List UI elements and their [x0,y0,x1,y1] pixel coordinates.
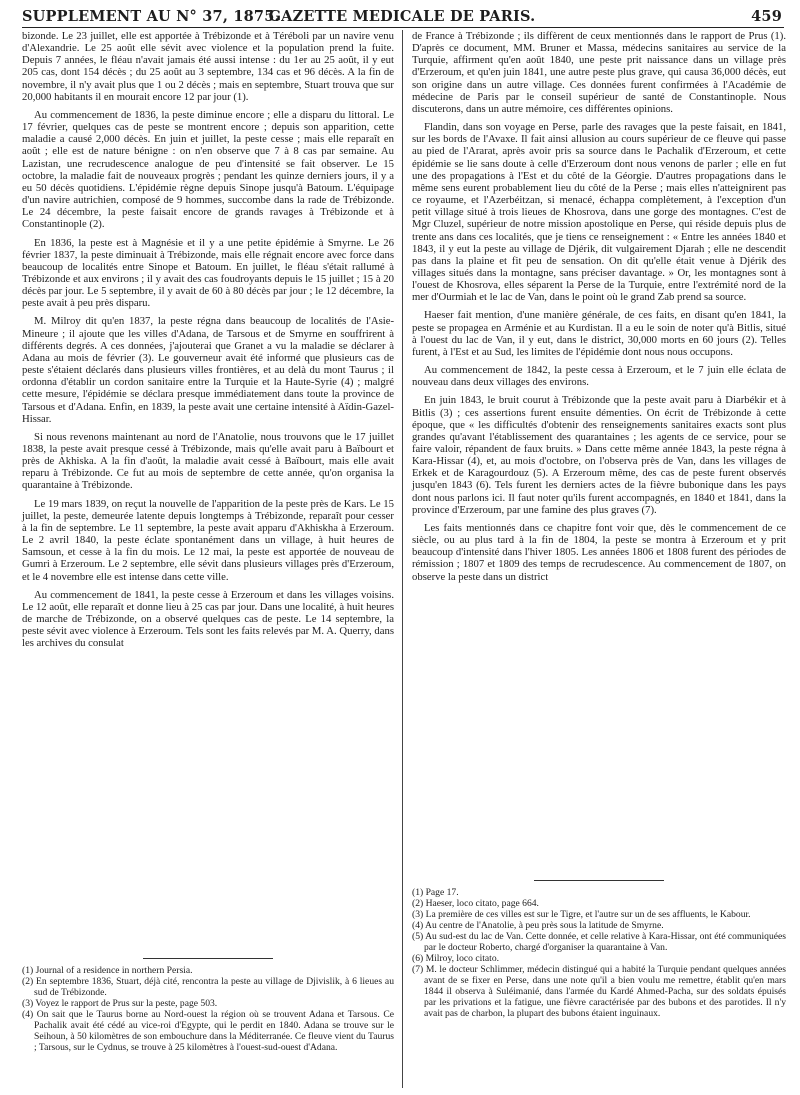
paragraph: Au commencement de 1836, la peste diminue encore ; elle a disparu du littoral. Le 17 février, quelques cas de peste se montrent encore ; depuis son apparition, cette maladie a causé 2,000 décès. En juin et juillet, la peste cesse ; mais elle reparaît en août ; elle est de nature bénigne : on n'en observe que 7 à 8 cas par semaine. Au Lazistan, une recrudescence analogue de peu d'intensité se fait observer. Le 15 octobre, la maladie fait de nouveaux progrès ; pendant les quinze derniers jours, il y a eu 50 décès quotidiens. L'épidémie règne depuis Sinope jusqu'à Batoum. L'équipage d'un navire autrichien, composé de 9 hommes, succombe dans la rade de Trébizonde. Le 24 décembre, la peste faisait encore de grands ravages à Trébizonde et à Constantinople (2). [22,108,394,231]
footnote: (1) Journal of a residence in northern Persia. [22,965,193,976]
paragraph: M. Milroy dit qu'en 1837, la peste régna dans beaucoup de localités de l'Asie-Mineure ; il ajoute que les villes d'Adana, de Tarsous et de Smyrne en souffrirent à différents degrés. A ces données, j'ajouterai que Granet a vu la maladie se déclarer à Adana au mois de février (3). Le gouverneur avait été informé que plusieurs cas de peste s'étaient déclarés dans plusieurs villes frontières, et au delà du mont Taurus ; il ordonna d'établir un cordon sanitaire entre la Turquie et la Haute-Syrie (4) ; malgré cette mesure, l'épidémie se déclara presque immédiatement dans toute la province de Tarsous et d'Adana. Enfin, en 1839, la peste avait une certaine intensité à Aïdin-Gazel-Hissar. [22,315,394,425]
footnote: (3) Voyez le rapport de Prus sur la peste, page 503. [22,998,218,1009]
paragraph: Flandin, dans son voyage en Perse, parle des ravages que la peste faisait, en 1841, sur les bords de l'Avaxe. Il fait ainsi allusion au cours supérieur de ce fleuve qui passe au pied de l'Ararat, après avoir pris sa source dans le Pachalik d'Erzeroum, et cette épidémie se lie sans doute à celle d'Erzeroum dont nous venons de parler ; elle en fut une des propagations à l'Est et du côté de la Géorgie. D'autres propagations dans le même sens eurent probablement lieu du côté de la Perse ; mais elles n'atteignirent pas ce royaume, et l'Azerbéitzan, si menacé, échappa complètement, à l'exception d'un petit village situé à trois lieues de Khosrova, dans une gorge des montagnes. C'est de Mgr Cluzel, supérieur de notre mission apostolique en Perse, qui réside depuis plus de trente ans dans ces localités, que je tiens ce renseignement : « Entre les années 1840 et 1843, il y eut la peste au village de Djérik, dit vulgairement Djarah ; elle ne descendit pas dans la plaine et fit peu de sensation. On dit qu'elle était venue à Djérik des villages situés dans la montagne, sans préciser davantage. » Or, les montagnes sont à l'ouest de Khosrova, elles séparent la Perse de la Turquie, entre l'extrémité nord de la mer d'Ourmiah et le lac de Van, dans le point où le grand Zab prend sa source. [412,121,786,304]
paragraph: En 1836, la peste est à Magnésie et il y a une petite épidémie à Smyrne. Le 26 février 1837, la peste diminuait à Trébizonde, mais elle régnait encore avec force dans beaucoup de localités entre Sinope et Batoum. En juillet, le fléau s'était rallumé à Trébizonde et aux environs ; il y avait des cas foudroyants depuis le 15 juillet ; 15 à 20 décès par jour. Le 5 septembre, il y avait de 60 à 80 décès par jour ; le 12 décembre, la peste avait à peu près disparu. [22,236,394,310]
footnote: (4) On sait que le Taurus borne au Nord-ouest la région où se trouvent Adana et Tarsous. Ce Pachalik avait été cédé au vice-roi d'Egypte, qui le perdit en 1840. Adana se trouve sur le Seihoun, à 50 kilomètres de son embouchure dans la Méditerranée. Ce fleuve vient du Taurus ; Tarsous, sur le Cydnus, se trouve à 25 kilomètres à l'ouest-sud-ouest d'Adana. [22,1009,394,1053]
footnote: (4) Au centre de l'Anatolie, à peu près sous la latitude de Smyrne. [412,920,664,931]
footnote: (5) Au sud-est du lac de Van. Cette donnée, et celle relative à Kara-Hissar, ont été communiquées par le docteur Roberto, chargé d'organiser la quarantaine à Van. [412,931,786,953]
paragraph: En juin 1843, le bruit courut à Trébizonde que la peste avait paru à Diarbékir et à Bitlis (3) ; ces assertions furent ensuite démenties. On écrit de Trébizonde à cette époque, que « les difficultés d'obtenir des renseignements sanitaires exacts sont plus grandes qu'avant l'établissement des quarantaines ; les agents de ce service, pour se faire valoir, répandent de faux bruits. » Dans cette même année 1843, la peste régna à Kara-Hissar (4), et, au mois d'octobre, on l'observa près de Van, dans les villages de Erkek et de Karagourdouz (5). A Erzeroum même, des cas de peste furent observés jusqu'en 1843 (6). Tels furent les derniers actes de la fièvre bubonique dans les pays dont nous parlons ici. Il faut noter qu'ils furent accompagnés, en 1840 et 1841, dans la province d'Erzeroum, par une famine des plus graves (7). [412,394,786,516]
right-footnotes [412,880,786,1019]
paragraph: Le 19 mars 1839, on reçut la nouvelle de l'apparition de la peste près de Kars. Le 15 juillet, la peste, demeurée latente depuis longtemps à Trébizonde, reparaît pour cesser à la fin de septembre. Le 11 septembre, la peste avait apparu d'Akhiskha à Erzeroum. Le 2 avril 1840, la peste éclate spontanément dans un village, à huit heures de Samsoun, et cesse à la fin du mois. Le 12 mai, la peste est apportée de nouveau de Gumri à Erzeroum. Le 2 septembre, elle sévit dans plusieurs villages près d'Erzeroum, et le 4 novembre elle est intense dans cette ville. [22,497,394,583]
paragraph: de France à Trébizonde ; ils diffèrent de ceux mentionnés dans le rapport de Prus (1). D'après ce document, MM. Bruner et Massa, médecins sanitaires au service de la Turquie, affirment qu'en août 1840, une peste prit naissance dans un village près d'Erzeroum, et qu'en juin 1841, une autre peste plus grave, qui causa 36,000 décès, eut son origine dans un autre village. Ces données furent confirmées à l'Académie de médecine de Paris par le conseil supérieur de santé de Constantinople. Nous discuterons, dans un autre mémoire, ces différentes opinions. [412,30,786,115]
footnote: (2) Haeser, loco citato, page 664. [412,898,539,909]
footnote: (1) Page 17. [412,887,459,898]
page-number: 459 [751,8,782,25]
supplement-label: SUPPLEMENT AU N° 37, 1875. [22,8,280,25]
paragraph: Les faits mentionnés dans ce chapitre font voir que, dès le commencement de ce siècle, ou au plus tard à la fin de 1804, la peste se montra à Erzeroum et y prit beaucoup d'intensité dans l'hiver 1805. Les années 1806 et 1808 furent des périodes de rémission ; 1807 et 1809 des temps de recrudescence. Au commencement de 1807, on observe la peste dans un district [412,521,786,583]
paragraph: Si nous revenons maintenant au nord de l'Anatolie, nous trouvons que le 17 juillet 1838, la peste avait presque cessé à Trébizonde, mais qu'elle avait paru à Baïbourt et près de Akhiska. A la fin d'août, la maladie avait cessé à Baïbourt, mais elle avait reparu à Trébizonde. Ce fut au mois de septembre de cette année, qu'on organisa la quarantaine à Trébizonde. [22,430,394,492]
footnote: (7) M. le docteur Schlimmer, médecin distingué qui a habité la Turquie pendant quelques années avant de se fixer en Perse, dans une note qu'il a bien voulu me remettre, établit qu'en mars 1844 il observa à Suléimanié, dans l'armée du Kardé Ahmed-Pacha, sur des soldats épuisés par les privations et la fatigue, une fièvre caractérisée par des bubons et des parotides. Il n'y avait pas de charbon, la plupart des bubons étaient inguinaux. [412,964,786,1019]
page-header [22,8,782,28]
column-divider [402,30,403,1088]
footnote: (6) Milroy, loco citato. [412,953,500,964]
paragraph: Au commencement de 1842, la peste cessa à Erzeroum, et le 7 juin elle éclata de nouveau dans deux villages des environs. [412,364,786,389]
left-column [22,30,394,656]
paragraph: Au commencement de 1841, la peste cesse à Erzeroum et dans les villages voisins. Le 12 août, elle reparaît et donne lieu à 25 cas par jour. Dans une localité, à huit heures de marche de Trébizonde, on a observé quelques cas de peste. Le 14 septembre, la peste sévit avec violence à Erzeroum. Tels sont les faits relevés par M. A. Querry, dans les archives du consulat [22,588,394,650]
footnote-rule [143,958,273,959]
journal-title: GAZETTE MEDICALE DE PARIS. [268,8,536,25]
paragraph: Haeser fait mention, d'une manière générale, de ces faits, en disant qu'en 1841, la peste se propagea en Arménie et au Kurdistan. Il a eu le soin de noter qu'à Bitlis, situé à l'ouest du lac de Van, il y eut, dans le district, 30,000 morts en 60 jours (2). Telles furent, à l'Est et au Sud, les limites de l'épidémie dont nous nous occupons. [412,309,786,358]
footnote: (2) En septembre 1836, Stuart, déjà cité, rencontra la peste au village de Djivislik, à 6 lieues au sud de Trébizonde. [22,976,394,998]
footnote-rule [534,880,664,881]
footnote: (3) La première de ces villes est sur le Tigre, et l'autre sur un de ses affluents, le Kabour. [412,909,751,920]
left-footnotes [22,958,394,1053]
right-column [412,30,786,589]
paragraph: bizonde. Le 23 juillet, elle est apportée à Trébizonde et à Téréboli par un navire venu d'Alexandrie. Le 25 août elle sévit avec violence et la population prend la fuite. Depuis 7 années, le fléau n'avait jamais été aussi intense : du 1er au 25 août, il y eut 205 cas, dont 154 décès ; du 25 août au 3 septembre, 134 cas et 96 décès. A la fin de novembre, il n'y avait plus que 1 ou 2 décès ; mais en septembre, Stuart trouva que sur 20,000 habitants il en mourait encore 12 par jour (1). [22,30,394,103]
header-rule [22,27,784,28]
